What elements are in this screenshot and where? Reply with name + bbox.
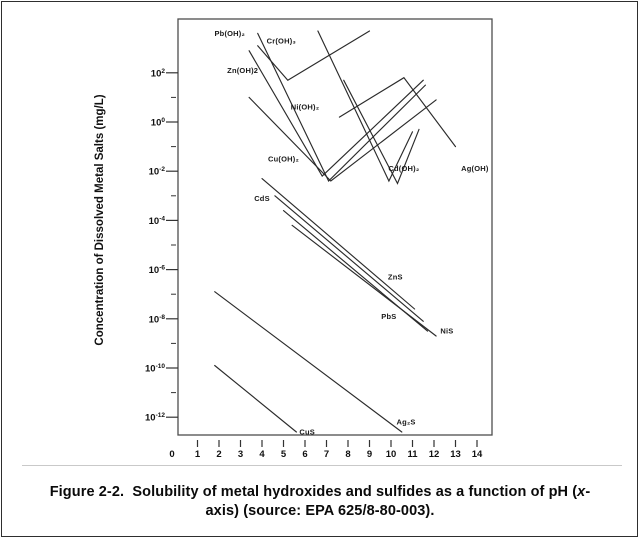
caption-text-2: - (585, 484, 591, 500)
curve-label-pbs: PbS (381, 311, 397, 321)
curve-label-zn-oh2: Zn(OH)2 (227, 65, 259, 75)
x-tick-label: 4 (259, 449, 265, 460)
y-axis-title: Concentration of Dissolved Metal Salts (mg/L) (94, 94, 106, 346)
curve-label-cr-oh3: Cr(OH)₃ (266, 36, 297, 46)
x-tick-label: 14 (471, 449, 483, 460)
x-tick-label: 3 (237, 449, 244, 460)
curve-label-zns: ZnS (387, 272, 403, 282)
y-tick-label: $10^{-10}$ (145, 363, 165, 375)
curve-label-cus: CuS (299, 427, 315, 437)
x-tick-label: 8 (345, 449, 351, 460)
curve-cds (262, 179, 415, 309)
curve-label-cd-oh2: Cd(OH)₂ (388, 164, 420, 174)
curve-label-cu-oh2: Cu(OH)₂ (268, 154, 299, 164)
caption-text-3: axis) (source: EPA 625/8-80-003). (205, 503, 435, 519)
figure-caption (20, 483, 620, 521)
x-tick-label: 2 (216, 449, 222, 460)
plot-frame (178, 19, 492, 435)
curve-label-ag-oh: Ag(OH) (461, 164, 489, 174)
curve-cus (215, 366, 297, 433)
x-tick-label: 12 (428, 449, 440, 460)
x-tick-label: 10 (385, 449, 397, 460)
x-tick-label: 5 (280, 449, 287, 460)
y-tick-label: $10^{-8}$ (148, 313, 165, 326)
chart-image-bottom-edge (22, 465, 622, 466)
y-tick-label: $10^{-2}$ (148, 166, 165, 178)
caption-text-1: Figure 2-2. Solubility of metal hydroxides and sulfides as a function of pH ( (49, 484, 578, 500)
y-tick-label: $10^0$ (150, 117, 165, 129)
x-tick-label: 9 (366, 449, 373, 460)
y-tick-label: $10^{-4}$ (148, 215, 165, 227)
curve-label-pb-oh2: Pb(OH)₂ (214, 28, 246, 38)
curve-zns (275, 196, 423, 321)
curve-label-cds: CdS (254, 193, 270, 203)
y-tick-label: $10^{-6}$ (148, 264, 165, 277)
x-tick-label: 1 (194, 449, 201, 460)
curve-label-ni-oh2: Ni(OH)₂ (290, 102, 320, 112)
caption-italic-x: x (577, 484, 586, 500)
x-tick-label: 13 (450, 449, 461, 460)
x-tick-label: 0 (169, 449, 175, 460)
curve-label-nis: NiS (440, 326, 454, 336)
y-tick-label: $10^2$ (150, 67, 165, 80)
x-tick-label: 11 (407, 449, 418, 460)
y-tick-label: $10^{-12}$ (145, 412, 165, 424)
curve-label-ag2s: Ag₂S (396, 417, 416, 427)
x-tick-label: 6 (302, 449, 308, 460)
curve-nis (292, 225, 436, 336)
curve-ag2s (215, 292, 402, 432)
x-tick-label: 7 (323, 449, 330, 460)
